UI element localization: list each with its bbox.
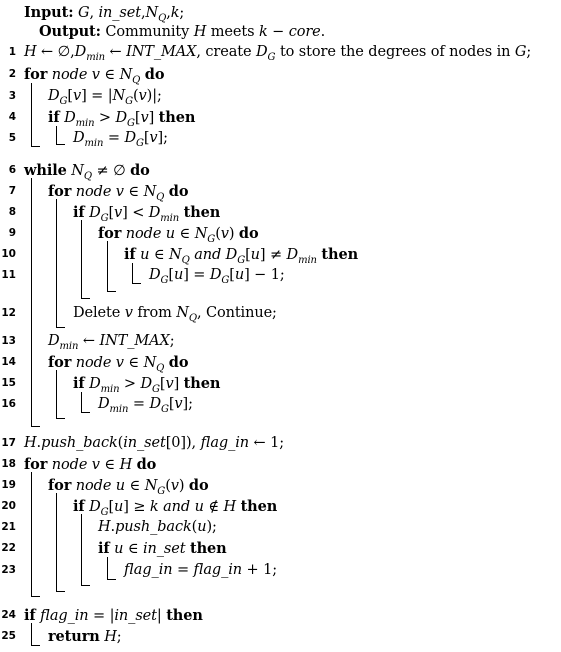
- block-bar: [107, 241, 116, 292]
- line-text: if flag_in = |in_set| then: [24, 607, 203, 624]
- line-number: 1: [8, 46, 16, 58]
- block-bar: [56, 370, 65, 419]
- block-bar: [81, 392, 90, 413]
- line-text: $D_G[u] = D_G[u] - 1$;: [149, 267, 285, 286]
- input-text: Input: G, $in\_set,N_Q,k$;: [24, 4, 185, 24]
- line-number: 8: [8, 206, 16, 218]
- line-text: if u ∈ in_set then: [98, 540, 227, 557]
- line-number: 10: [1, 248, 16, 260]
- line-number: 15: [1, 377, 16, 389]
- line-text: for node u ∈ $N_G(v)$ do: [98, 225, 259, 245]
- block-bar: [31, 178, 40, 427]
- line-number: 2: [8, 68, 16, 80]
- line-text: $D_{min} = D_G[v]$;: [98, 396, 193, 415]
- line-text: $D_G[v] = |N_G(v)|$;: [48, 88, 162, 107]
- output-text: Output: Community H meets k − core.: [39, 23, 326, 40]
- block-bar: [31, 83, 40, 147]
- block-bar: [81, 514, 90, 586]
- line-text: H.push_back(u);: [98, 519, 217, 535]
- line-text: H.push_back(in_set[0]), flag_in ← 1;: [24, 435, 285, 451]
- line-number: 25: [1, 630, 16, 642]
- line-number: 16: [1, 398, 16, 410]
- line-number: 12: [1, 307, 16, 319]
- line-number: 17: [1, 437, 16, 449]
- line-text: for node v ∈ $N_Q$ do: [48, 183, 189, 203]
- line-text: flag_in = flag_in + 1;: [124, 562, 277, 578]
- line-text: H ← $\emptyset,D_{min}$ ← INT_MAX, create $D_G$ to store the degrees of nodes in G;: [24, 44, 532, 63]
- line-text: return H;: [48, 628, 122, 645]
- output-label: Output:: [39, 23, 101, 40]
- line-text: if $D_G[v] < D_{min}$ then: [73, 204, 221, 224]
- line-text: Delete v from $N_Q$, Continue;: [73, 305, 277, 324]
- line-text: $D_{min} = D_G[v]$;: [73, 130, 168, 149]
- block-bar: [107, 557, 116, 580]
- line-number: 21: [1, 521, 16, 533]
- line-text: if u ∈ $N_Q$ and $D_G[u] \ne D_{min}$ then: [124, 246, 359, 266]
- line-number: 7: [8, 185, 16, 197]
- input-label: Input:: [24, 4, 74, 21]
- line-number: 24: [1, 609, 16, 621]
- line-number: 9: [8, 227, 16, 239]
- line-text: for node v ∈ $N_Q$ do: [24, 66, 165, 86]
- line-number: 20: [1, 500, 16, 512]
- line-number: 3: [8, 90, 16, 102]
- line-text: while $N_Q$ ≠ ∅ do: [24, 162, 150, 182]
- line-number: 19: [1, 479, 16, 491]
- line-number: 22: [1, 542, 16, 554]
- line-text: if $D_G[u] \ge k$ and u ∉ H then: [73, 498, 278, 518]
- line-number: 11: [1, 269, 16, 281]
- line-number: 23: [1, 564, 16, 576]
- line-number: 13: [1, 335, 16, 347]
- line-text: for node u ∈ $N_G(v)$ do: [48, 477, 209, 497]
- line-text: $D_{min}$ ← INT_MAX;: [48, 333, 175, 352]
- line-number: 18: [1, 458, 16, 470]
- line-text: for node v ∈ $N_Q$ do: [48, 354, 189, 374]
- line-number: 5: [8, 132, 16, 144]
- block-bar: [31, 623, 40, 646]
- block-bar: [81, 220, 90, 299]
- line-text: if $D_{min} > D_G[v]$ then: [73, 375, 221, 395]
- block-bar: [132, 263, 141, 284]
- line-number: 4: [8, 111, 16, 123]
- block-bar: [56, 199, 65, 328]
- line-number: 14: [1, 356, 16, 368]
- line-text: if $D_{min} > D_G[v]$ then: [48, 109, 196, 129]
- block-bar: [56, 126, 65, 145]
- line-text: for node v ∈ H do: [24, 456, 157, 473]
- block-bar: [56, 493, 65, 592]
- block-bar: [31, 472, 40, 597]
- line-number: 6: [8, 164, 16, 176]
